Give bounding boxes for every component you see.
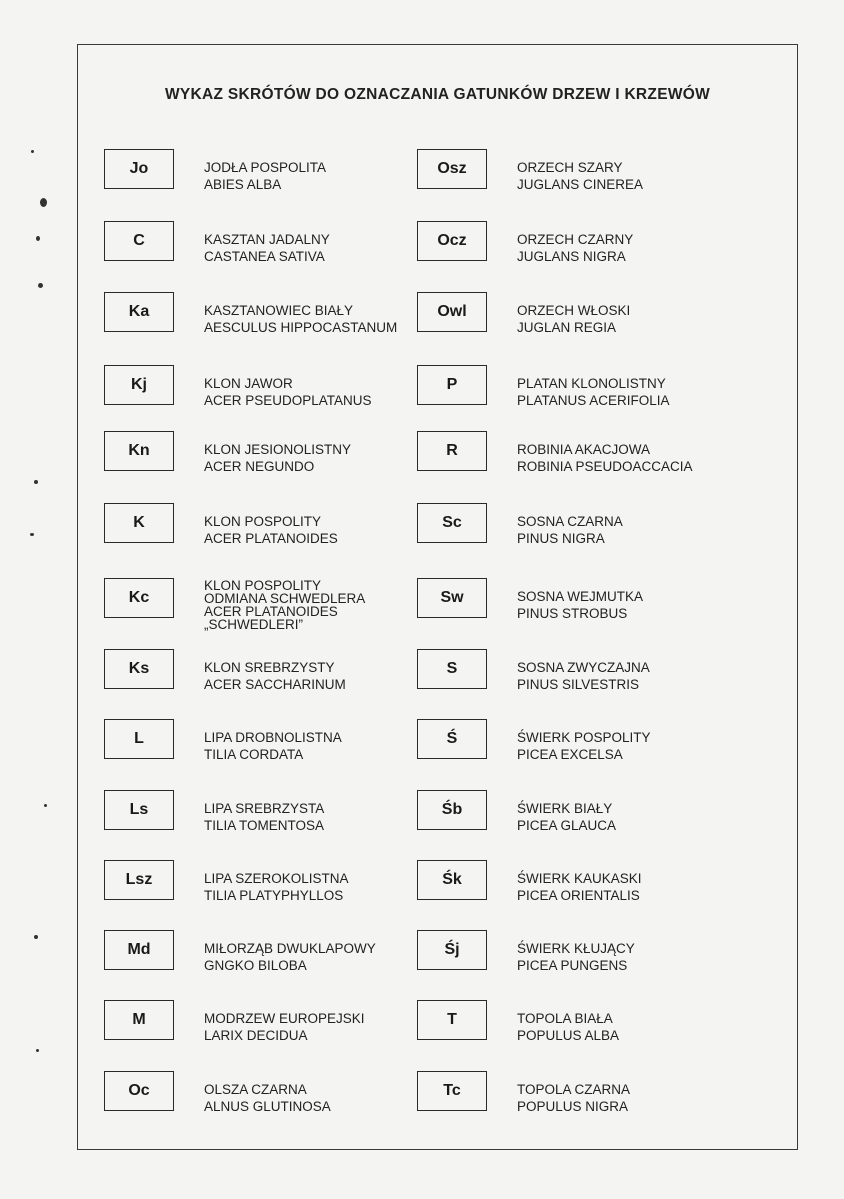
species-name-line: LIPA SREBRZYSTA <box>204 801 325 816</box>
abbreviation-box: Owl <box>417 292 487 332</box>
species-names <box>517 800 616 834</box>
abbreviation-box: Śj <box>417 930 487 970</box>
scan-speck <box>38 283 43 288</box>
species-name-line: PICEA GLAUCA <box>517 818 617 833</box>
species-name-line: ROBINIA AKACJOWA <box>517 442 651 457</box>
scan-speck <box>36 1049 39 1052</box>
abbreviation-box: L <box>104 719 174 759</box>
species-names <box>204 375 372 409</box>
species-name-line: ACER PSEUDOPLATANUS <box>204 393 372 408</box>
species-names <box>204 159 326 193</box>
species-name-line: JUGLAN REGIA <box>517 320 617 335</box>
species-name-line: PLATAN KLONOLISTNY <box>517 376 666 391</box>
species-name-line: JODŁA POSPOLITA <box>204 160 327 175</box>
abbreviation-box: Ls <box>104 790 174 830</box>
species-names <box>517 513 623 547</box>
scan-speck <box>44 804 47 807</box>
abbreviation-box: R <box>417 431 487 471</box>
abbreviation-box: Ś <box>417 719 487 759</box>
species-names <box>517 159 643 193</box>
species-name-line: POPULUS NIGRA <box>517 1099 629 1114</box>
species-name-line: PICEA PUNGENS <box>517 958 628 973</box>
abbreviation-box: Kc <box>104 578 174 618</box>
abbreviation-box: Sc <box>417 503 487 543</box>
species-names <box>517 375 670 409</box>
species-name-line: PINUS SILVESTRIS <box>517 677 640 692</box>
scan-speck <box>36 236 40 241</box>
species-names <box>204 659 346 693</box>
abbreviation-box: P <box>417 365 487 405</box>
species-name-line: AESCULUS HIPPOCASTANUM <box>204 320 398 335</box>
abbreviation-box: C <box>104 221 174 261</box>
abbreviation-box: T <box>417 1000 487 1040</box>
species-names <box>204 1010 365 1044</box>
species-name-line: CASTANEA SATIVA <box>204 249 325 264</box>
species-name-line: ABIES ALBA <box>204 177 282 192</box>
species-name-line: KLON SREBRZYSTY <box>204 660 335 675</box>
species-name-line: TILIA PLATYPHYLLOS <box>204 888 344 903</box>
species-names <box>517 302 630 336</box>
abbreviation-box: Jo <box>104 149 174 189</box>
scan-speck <box>30 533 34 536</box>
species-name-line: LIPA SZEROKOLISTNA <box>204 871 349 886</box>
scan-speck <box>34 935 38 939</box>
species-name-line: ORZECH CZARNY <box>517 232 634 247</box>
abbreviation-box: Śk <box>417 860 487 900</box>
species-name-line: KLON JESIONOLISTNY <box>204 442 352 457</box>
species-names <box>204 441 351 475</box>
species-name-line: KASZTAN JADALNY <box>204 232 330 247</box>
species-name-line: MODRZEW EUROPEJSKI <box>204 1011 365 1026</box>
species-name-line: MIŁORZĄB DWUKLAPOWY <box>204 941 376 956</box>
species-name-line: PINUS NIGRA <box>517 531 605 546</box>
species-name-line: „SCHWEDLERI” <box>204 617 304 632</box>
species-names <box>204 940 376 974</box>
species-names <box>517 441 693 475</box>
species-name-line: ORZECH WŁOSKI <box>517 303 631 318</box>
species-names <box>204 870 349 904</box>
species-name-line: SOSNA WEJMUTKA <box>517 589 644 604</box>
species-name-line: ROBINIA PSEUDOACCACIA <box>517 459 693 474</box>
species-names <box>517 940 635 974</box>
species-name-line: TOPOLA BIAŁA <box>517 1011 613 1026</box>
species-name-line: ORZECH SZARY <box>517 160 623 175</box>
abbreviation-box: Kn <box>104 431 174 471</box>
species-name-line: KLON POSPOLITY <box>204 578 322 593</box>
species-names <box>517 588 643 622</box>
species-name-line: LARIX DECIDUA <box>204 1028 308 1043</box>
species-names <box>204 1081 331 1115</box>
species-name-line: ACER SACCHARINUM <box>204 677 346 692</box>
abbreviation-box: Tc <box>417 1071 487 1111</box>
species-name-line: SOSNA CZARNA <box>517 514 623 529</box>
species-name-line: POPULUS ALBA <box>517 1028 620 1043</box>
species-names <box>517 1081 630 1115</box>
species-name-line: JUGLANS NIGRA <box>517 249 626 264</box>
species-names <box>204 302 397 336</box>
scan-speck <box>40 198 47 207</box>
species-name-line: PICEA EXCELSA <box>517 747 623 762</box>
species-name-line: ACER PLATANOIDES <box>204 531 338 546</box>
species-name-line: OLSZA CZARNA <box>204 1082 307 1097</box>
species-name-line: TILIA TOMENTOSA <box>204 818 325 833</box>
species-name-line: ŚWIERK BIAŁY <box>517 801 613 816</box>
species-name-line: ŚWIERK KŁUJĄCY <box>517 941 635 956</box>
species-name-line: KLON POSPOLITY <box>204 514 322 529</box>
species-name-line: SOSNA ZWYCZAJNA <box>517 660 650 675</box>
species-name-line: KLON JAWOR <box>204 376 293 391</box>
abbreviation-box: Śb <box>417 790 487 830</box>
scan-speck <box>34 480 38 484</box>
species-names <box>517 729 651 763</box>
abbreviation-box: Kj <box>104 365 174 405</box>
abbreviation-box: K <box>104 503 174 543</box>
abbreviation-box: Ocz <box>417 221 487 261</box>
species-names <box>517 1010 619 1044</box>
species-names <box>517 231 633 265</box>
species-name-line: TILIA CORDATA <box>204 747 304 762</box>
species-name-line: LIPA DROBNOLISTNA <box>204 730 342 745</box>
species-name-line: ODMIANA SCHWEDLERA <box>204 591 366 606</box>
species-names <box>204 579 365 631</box>
species-names <box>517 659 650 693</box>
species-name-line: TOPOLA CZARNA <box>517 1082 631 1097</box>
species-name-line: JUGLANS CINEREA <box>517 177 644 192</box>
abbreviation-box: Ka <box>104 292 174 332</box>
species-name-line: PICEA ORIENTALIS <box>517 888 640 903</box>
species-names <box>204 231 330 265</box>
species-names <box>204 729 342 763</box>
abbreviation-box: Oc <box>104 1071 174 1111</box>
scan-speck <box>31 150 34 153</box>
abbreviation-box: S <box>417 649 487 689</box>
abbreviation-box: Lsz <box>104 860 174 900</box>
species-name-line: ŚWIERK KAUKASKI <box>517 871 642 886</box>
species-name-line: GNGKO BILOBA <box>204 958 307 973</box>
abbreviation-box: Osz <box>417 149 487 189</box>
species-name-line: PINUS STROBUS <box>517 606 628 621</box>
abbreviation-box: Sw <box>417 578 487 618</box>
species-name-line: ŚWIERK POSPOLITY <box>517 730 651 745</box>
abbreviation-box: M <box>104 1000 174 1040</box>
species-name-line: KASZTANOWIEC BIAŁY <box>204 303 354 318</box>
abbreviation-box: Ks <box>104 649 174 689</box>
species-name-line: ACER PLATANOIDES <box>204 604 338 619</box>
species-name-line: ALNUS GLUTINOSA <box>204 1099 331 1114</box>
abbreviation-box: Md <box>104 930 174 970</box>
page-title: WYKAZ SKRÓTÓW DO OZNACZANIA GATUNKÓW DRZEW I KRZEWÓW <box>164 86 711 103</box>
species-name-line: PLATANUS ACERIFOLIA <box>517 393 670 408</box>
species-names <box>517 870 642 904</box>
species-names <box>204 800 324 834</box>
species-names <box>204 513 338 547</box>
species-name-line: ACER NEGUNDO <box>204 459 315 474</box>
